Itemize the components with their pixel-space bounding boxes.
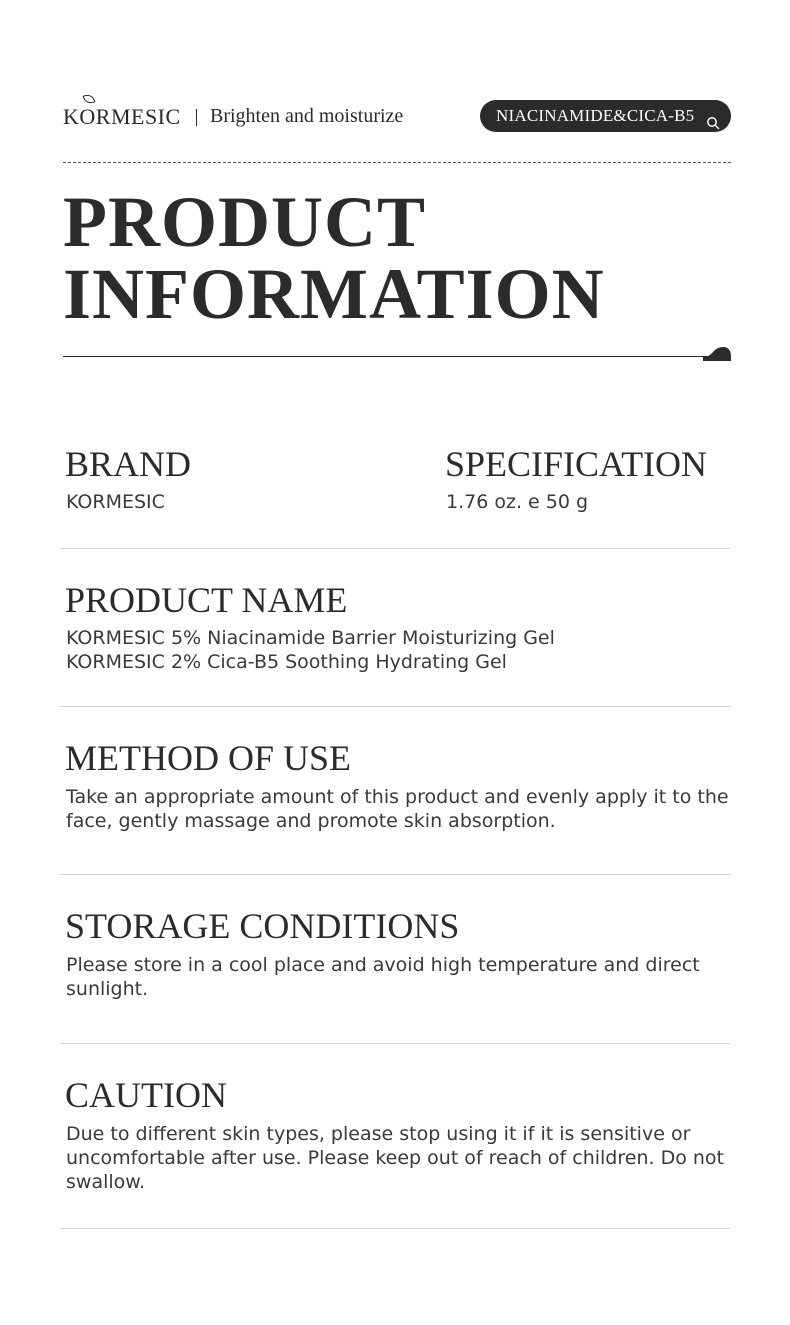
header-divider bbox=[196, 109, 197, 126]
page-title-line-1: PRODUCT bbox=[63, 182, 426, 262]
section-divider bbox=[60, 706, 730, 707]
page-title-line-2: INFORMATION bbox=[63, 254, 605, 334]
caution-heading: CAUTION bbox=[65, 1075, 227, 1115]
product-name-list bbox=[66, 626, 731, 674]
title-underline-cap bbox=[703, 347, 731, 361]
dashed-divider bbox=[63, 162, 731, 163]
section-divider bbox=[60, 1228, 730, 1229]
header-bar bbox=[63, 100, 731, 134]
product-name-heading: PRODUCT NAME bbox=[65, 580, 348, 620]
specification-value: 1.76 oz. e 50 g bbox=[446, 491, 589, 513]
section-divider bbox=[60, 1043, 730, 1044]
method-of-use-text: Take an appropriate amount of this product and evenly apply it to the face, gently massage and promote skin absorption. bbox=[66, 786, 729, 832]
brand-logo: KORMESIC bbox=[63, 104, 181, 129]
method-of-use-heading: METHOD OF USE bbox=[65, 738, 352, 778]
brand-heading: BRAND bbox=[65, 444, 192, 484]
product-name-item: KORMESIC 2% Cica-B5 Soothing Hydrating Gel bbox=[66, 651, 507, 673]
search-icon[interactable] bbox=[706, 109, 720, 123]
storage-conditions-heading: STORAGE CONDITIONS bbox=[65, 906, 460, 946]
ingredient-tag-label: NIACINAMIDE&CICA-B5 bbox=[496, 106, 695, 125]
product-name-item: KORMESIC 5% Niacinamide Barrier Moisturizing Gel bbox=[66, 627, 555, 649]
tagline: Brighten and moisturize bbox=[210, 105, 404, 127]
ingredient-tag[interactable] bbox=[480, 100, 731, 132]
page-title bbox=[63, 182, 605, 334]
brand-value: KORMESIC bbox=[66, 491, 165, 513]
caution-text: Due to different skin types, please stop using it if it is sensitive or uncomfortable after use. Please keep out of reach of children. Do not swallow. bbox=[66, 1123, 724, 1193]
section-divider bbox=[60, 548, 730, 549]
section-divider bbox=[60, 874, 730, 875]
storage-conditions-text: Please store in a cool place and avoid high temperature and direct sunlight. bbox=[66, 954, 700, 1000]
specification-heading: SPECIFICATION bbox=[445, 444, 708, 484]
title-underline bbox=[63, 356, 723, 357]
